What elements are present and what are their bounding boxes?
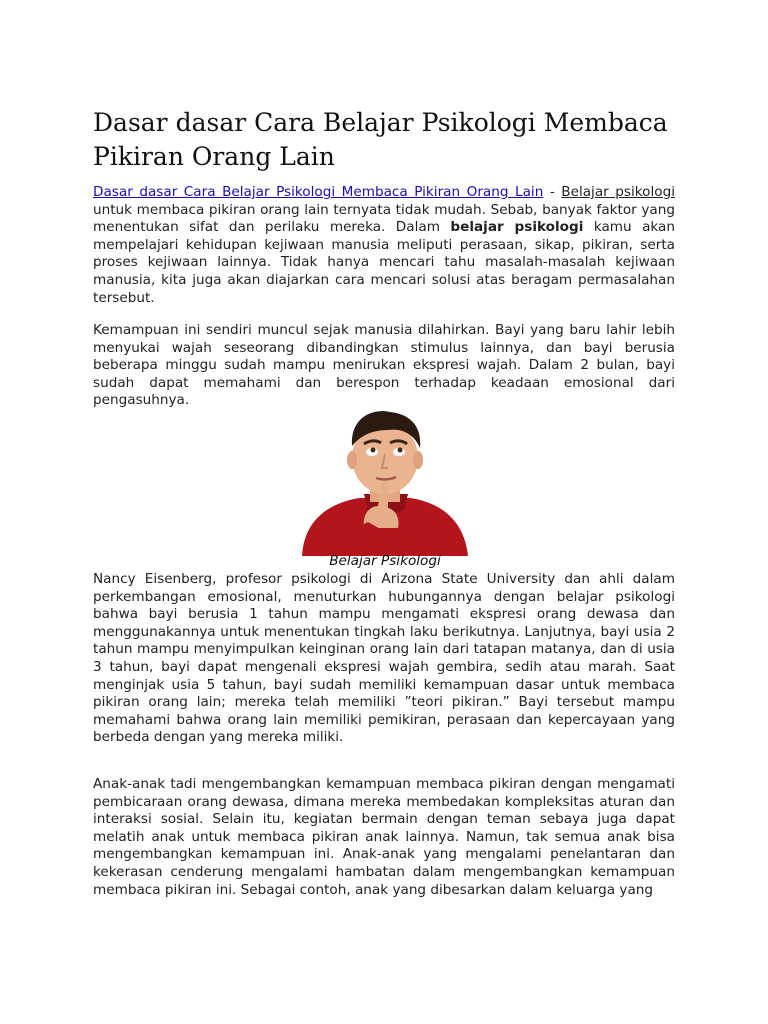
image-caption: Belajar Psikologi: [329, 553, 441, 569]
intro-bold-term: belajar psikologi: [450, 219, 584, 236]
intro-text-b: kamu akan mempelajari kehidupan kejiwaan manusia meliputi perasaan, sikap, pikiran, serta proses kejiwaan lainnya. Tidak hanya mencari tahu masalah-masalah kejiwaan manusia, kita juga akan diajarkan cara mencari solusi atas beragam permasalahan tersebut.: [93, 219, 675, 306]
paragraph-birth: Kemampuan ini sendiri muncul sejak manusia dilahirkan. Bayi yang baru lahir lebih menyukai wajah seseorang dibandingkan stimulus lainnya, dan bayi berusia beberapa minggu sudah mampu menirukan ekspresi wajah. Dalam 2 bulan, bayi sudah dapat memahami dan berespon terhadap keadaan emosional dari pengasuhnya.: [93, 322, 675, 409]
thinking-man-image: [232, 410, 538, 556]
page-title: Dasar dasar Cara Belajar Psikologi Membaca Pikiran Orang Lain: [93, 108, 668, 171]
dash-separator: -: [543, 184, 562, 200]
paragraph-children: Anak-anak tadi mengembangkan kemampuan membaca pikiran dengan mengamati pembicaraan orang dewasa, dimana mereka membedakan kompleksitas aturan dan interaksi sosial. Selain itu, kegiatan bermain dengan teman sebaya juga dapat melatih anak untuk membaca pikiran anak lainnya. Namun, tak semua anak bisa mengembangkan kemampuan ini. Anak-anak yang mengalami penelantaran dan kekerasan cenderung mengalami hambatan dalam mengembangkan kemampuan membaca pikiran ini. Sebagai contoh, anak yang dibesarkan dalam keluarga yang: [93, 776, 675, 898]
thinking-man-illustration: [232, 410, 538, 556]
paragraph-eisenberg: Nancy Eisenberg, profesor psikologi di Arizona State University dan ahli dalam perkembangan emosional, menuturkan hubungannya dengan belajar psikologi bahwa bayi berusia 1 tahun mampu mengamati ekspresi orang dewasa dan menggunakannya untuk menentukan tingkah laku berikutnya. Lanjutnya, bayi usia 2 tahun mampu menyimpulkan keinginan orang lain dari tatapan matanya, dan di usia 3 tahun, bayi dapat mengenali ekspresi wajah gembira, sedih atau marah. Saat menginjak usia 5 tahun, bayi sudah memiliki kemampuan dasar untuk membaca pikiran orang lain; mereka telah memiliki ”teori pikiran.” Bayi tersebut mampu memahami bahwa orang lain memiliki pemikiran, perasaan dan kepercayaan yang berbeda dengan yang mereka miliki.: [93, 571, 675, 746]
intro-text-a: untuk membaca pikiran orang lain ternyata tidak mudah. Sebab, banyak faktor yang menentukan sifat dan perilaku mereka. Dalam: [93, 201, 675, 236]
title-link[interactable]: Dasar dasar Cara Belajar Psikologi Membaca Pikiran Orang Lain: [93, 184, 544, 200]
paragraph-intro: [93, 184, 675, 307]
belajar-psikologi-link[interactable]: Belajar psikologi: [561, 184, 675, 200]
